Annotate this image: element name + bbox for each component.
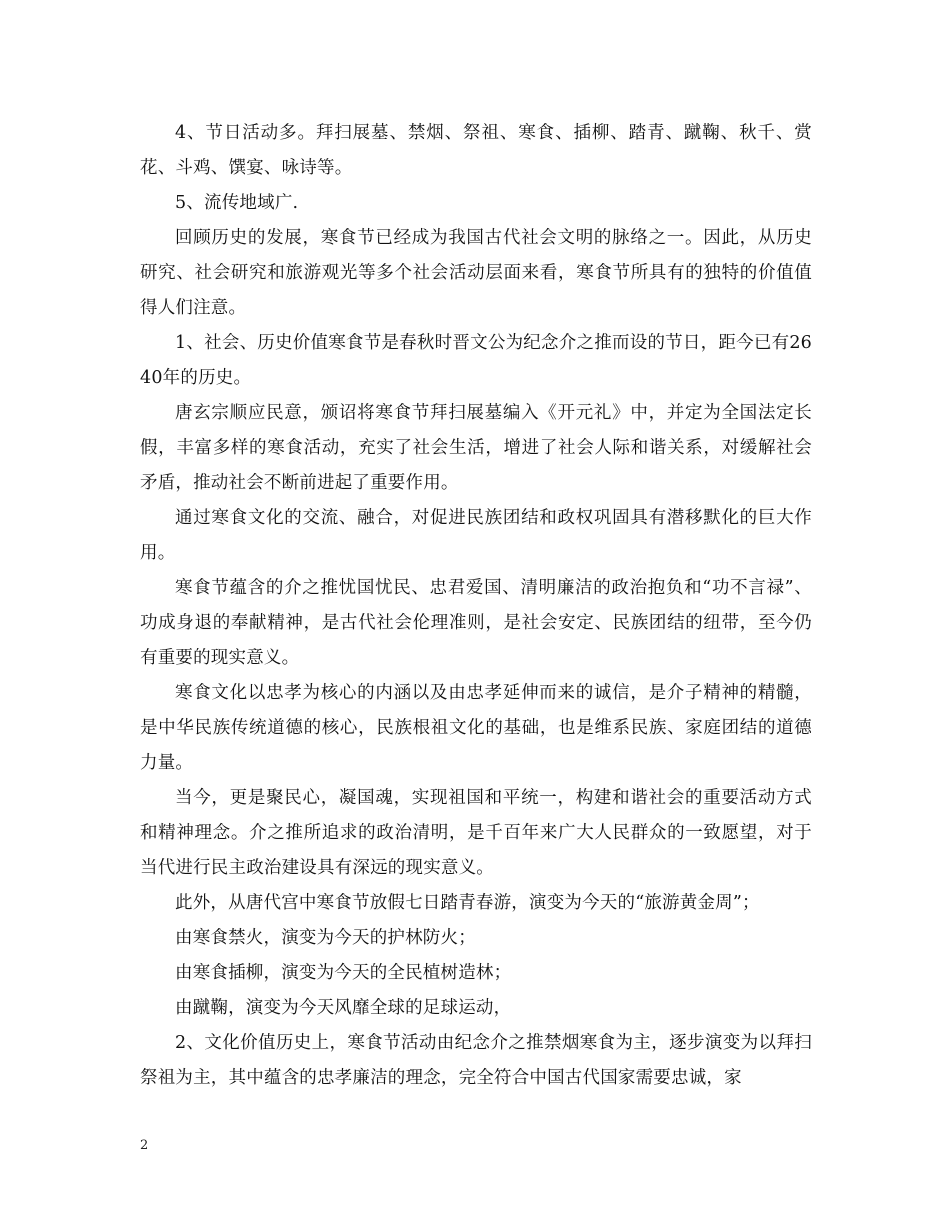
paragraph-13: 由蹴鞠，演变为今天风靡全球的足球运动， (175, 998, 512, 1018)
paragraph-10: 此外，从唐代宫中寒食节放假七日踏青春游，演变为今天的“旅游黄金周”； (175, 893, 760, 913)
paragraph-2: 5、流传地域广. (175, 193, 299, 213)
paragraph-9: 当今，更是聚民心，凝国魂，实现祖国和平统一，构建和谐社会的重要活动方式和精神理念。介之推所追求的政治清明，是千百年来广大人民群众的一致愿望，对于当代进行民主政治建设具有深远的现实意义。 (140, 788, 812, 878)
document-body (140, 116, 812, 1096)
paragraph-5: 唐玄宗顺应民意，颁诏将寒食节拜扫展墓编入《开元礼》中，并定为全国法定长假，丰富多样的寒食活动，充实了社会生活，增进了社会人际和谐关系，对缓解社会矛盾，推动社会不断前进起了重要作用。 (140, 403, 812, 493)
paragraph-3: 回顾历史的发展，寒食节已经成为我国古代社会文明的脉络之一。因此，从历史研究、社会研究和旅游观光等多个社会活动层面来看，寒食节所具有的独特的价值值得人们注意。 (140, 228, 812, 318)
paragraph-4: 1、社会、历史价值寒食节是春秋时晋文公为纪念介之推而设的节日，距今已有2640年的历史。 (140, 333, 812, 388)
paragraph-11: 由寒食禁火，演变为今天的护林防火； (175, 928, 476, 948)
paragraph-6: 通过寒食文化的交流、融合，对促进民族团结和政权巩固具有潜移默化的巨大作用。 (140, 508, 812, 563)
paragraph-1: 4、节日活动多。拜扫展墓、禁烟、祭祖、寒食、插柳、踏青、蹴鞠、秋千、赏花、斗鸡、馔宴、咏诗等。 (140, 123, 812, 178)
paragraph-12: 由寒食插柳，演变为今天的全民植树造林； (175, 963, 512, 983)
paragraph-7: 寒食节蕴含的介之推忧国忧民、忠君爱国、清明廉洁的政治抱负和“功不言禄”、功成身退的奉献精神，是古代社会伦理准则，是社会安定、民族团结的纽带，至今仍有重要的现实意义。 (140, 578, 812, 668)
paragraph-14: 2、文化价值历史上，寒食节活动由纪念介之推禁烟寒食为主，逐步演变为以拜扫祭祖为主，其中蕴含的忠孝廉洁的理念，完全符合中国古代国家需要忠诚，家 (140, 1033, 812, 1088)
page-number: 2 (140, 1138, 149, 1153)
paragraph-8: 寒食文化以忠孝为核心的内涵以及由忠孝延伸而来的诚信，是介子精神的精髓，是中华民族传统道德的核心，民族根祖文化的基础，也是维系民族、家庭团结的道德力量。 (140, 683, 812, 773)
